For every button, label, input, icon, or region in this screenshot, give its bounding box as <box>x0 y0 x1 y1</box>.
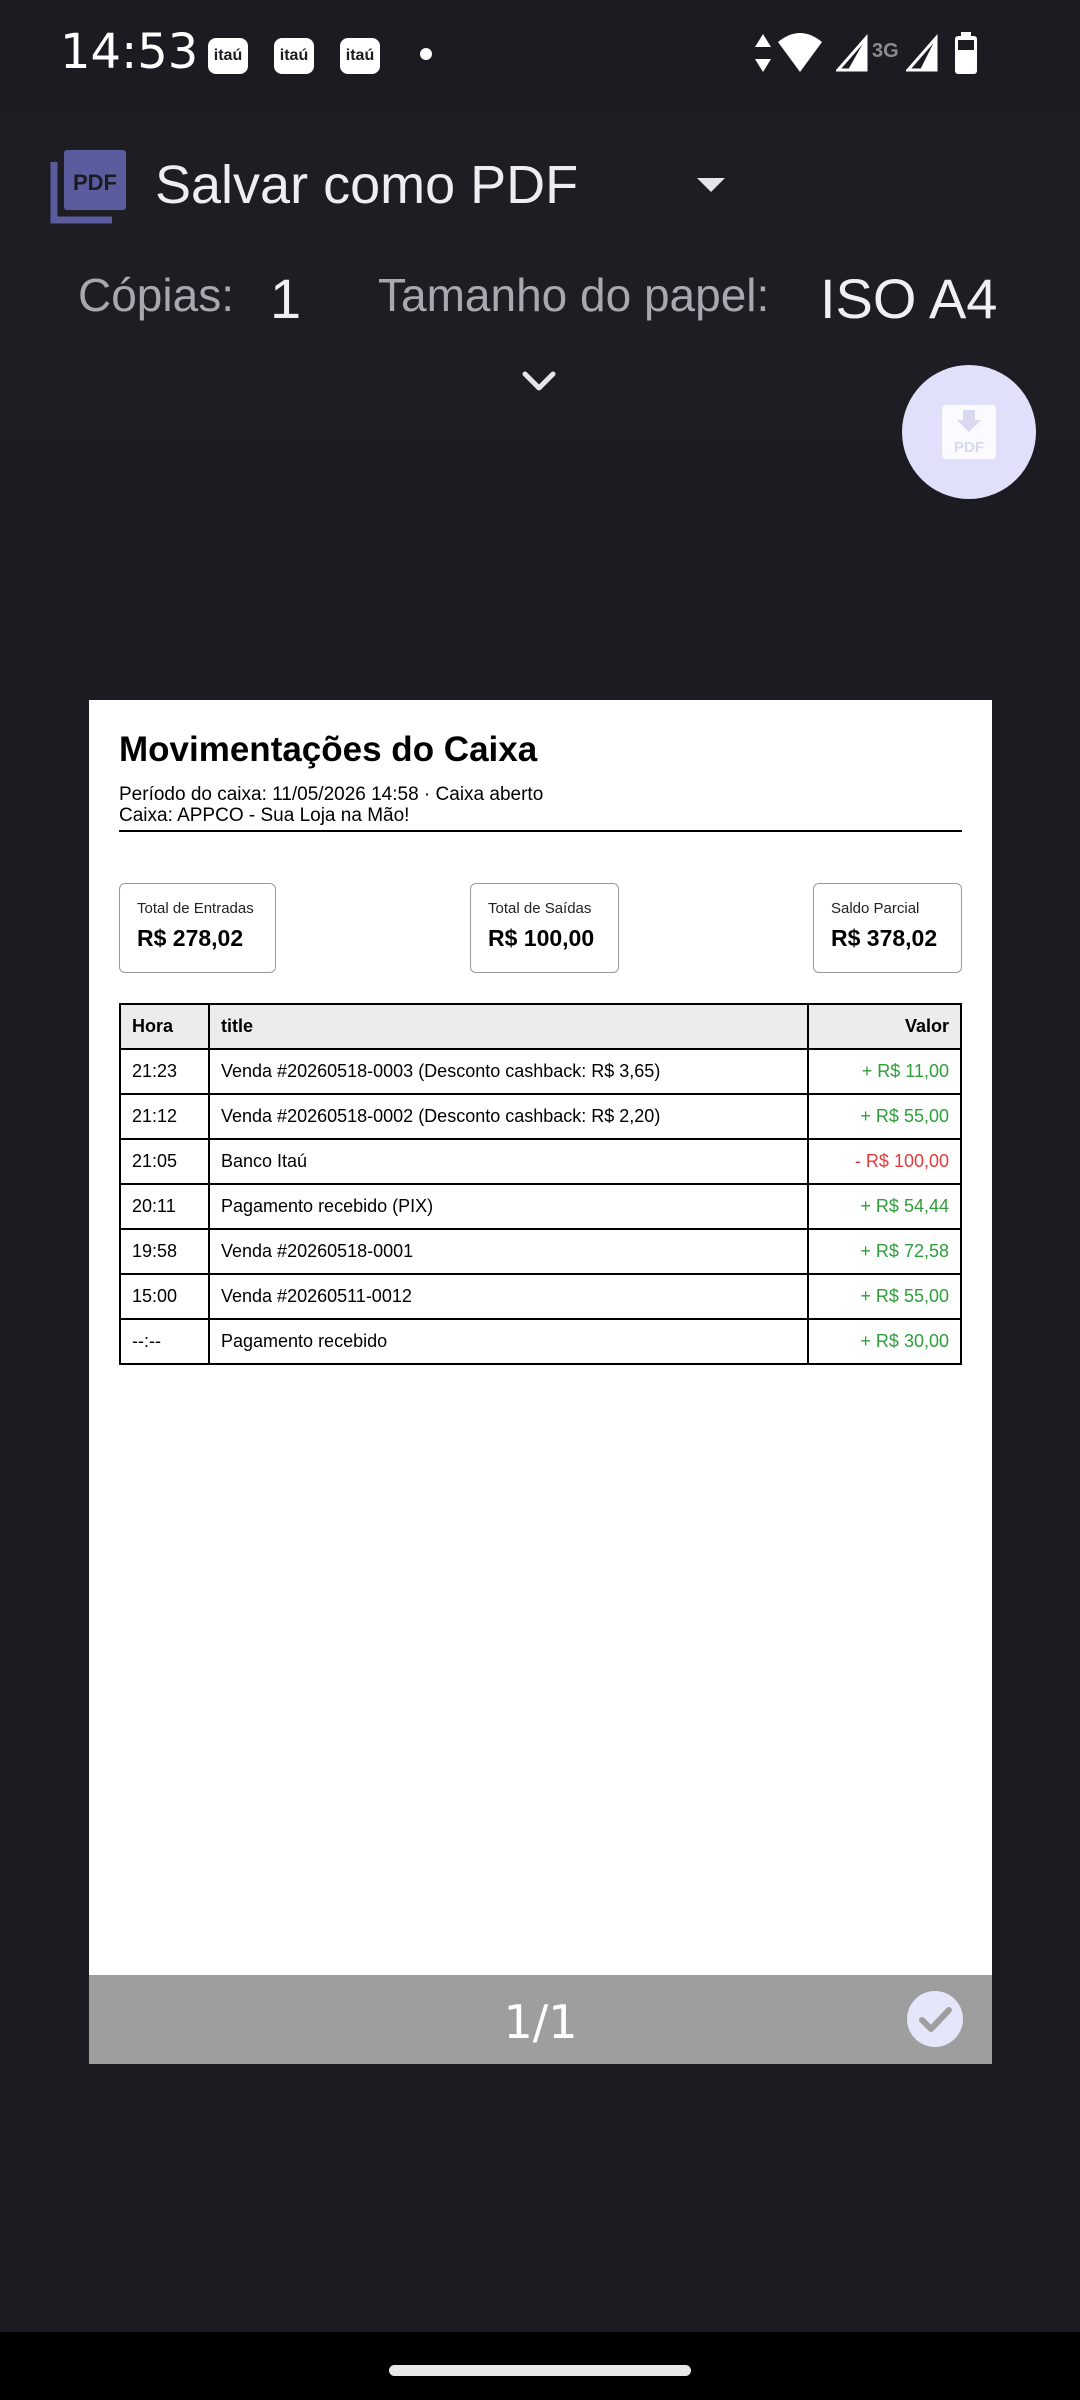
column-header-title: title <box>209 1004 808 1049</box>
home-gesture-handle[interactable] <box>389 2365 691 2376</box>
row-hora: --:-- <box>120 1319 209 1364</box>
table-row <box>120 1139 961 1184</box>
caixa-line: Caixa: APPCO - Sua Loja na Mão! <box>119 805 410 826</box>
paper-size-label: Tamanho do papel: <box>378 269 770 321</box>
itau-notification-icon: itaú <box>274 38 314 74</box>
wifi-icon <box>776 30 824 76</box>
row-hora: 20:11 <box>120 1184 209 1229</box>
copies-label: Cópias: <box>78 269 234 321</box>
row-title: Venda #20260518-0003 (Desconto cashback: R$ 3,65) <box>209 1049 808 1094</box>
table-row <box>120 1319 961 1364</box>
row-title: Pagamento recebido (PIX) <box>209 1184 808 1229</box>
row-valor: + R$ 54,44 <box>808 1184 961 1229</box>
table-row <box>120 1229 961 1274</box>
clock: 14:53 <box>60 24 199 80</box>
signal-icon <box>836 30 868 76</box>
title-divider <box>119 830 962 832</box>
pdf-file-icon <box>50 148 128 224</box>
more-notifications-dot <box>420 48 432 60</box>
copies-value[interactable]: 1 <box>270 267 302 330</box>
row-hora: 15:00 <box>120 1274 209 1319</box>
row-hora: 21:05 <box>120 1139 209 1184</box>
pdf-download-icon <box>939 402 999 462</box>
save-pdf-button[interactable] <box>902 365 1036 499</box>
row-title: Venda #20260518-0002 (Desconto cashback: R$ 2,20) <box>209 1094 808 1139</box>
page-counter: 1/1 <box>503 1995 578 2049</box>
table-row <box>120 1049 961 1094</box>
pdf-logo-label: PDF <box>73 170 117 195</box>
navigation-bar <box>0 2332 1080 2400</box>
summary-value: R$ 378,02 <box>831 925 938 951</box>
column-header-valor: Valor <box>808 1004 961 1049</box>
row-hora: 19:58 <box>120 1229 209 1274</box>
row-hora: 21:23 <box>120 1049 209 1094</box>
itau-notification-icon: itaú <box>340 38 380 74</box>
page-selected-checkbox[interactable] <box>907 1991 963 2047</box>
summary-label: Total de Saídas <box>488 900 592 917</box>
row-title: Venda #20260518-0001 <box>209 1229 808 1274</box>
row-valor: - R$ 100,00 <box>808 1139 961 1184</box>
battery-icon <box>952 30 980 76</box>
row-title: Banco Itaú <box>209 1139 808 1184</box>
page-footer-bar <box>89 1975 992 2064</box>
expand-options-chevron-icon[interactable] <box>519 362 559 402</box>
table-row <box>120 1094 961 1139</box>
period-line: Período do caixa: 11/05/2026 14:58 · Caixa aberto <box>119 784 544 805</box>
summary-value: R$ 278,02 <box>137 925 244 951</box>
row-valor: + R$ 55,00 <box>808 1274 961 1319</box>
summary-card-saldo <box>813 883 962 973</box>
movements-table <box>119 1003 962 1365</box>
network-type-label: 3G <box>872 40 899 62</box>
column-header-hora: Hora <box>120 1004 209 1049</box>
row-hora: 21:12 <box>120 1094 209 1139</box>
fab-icon-label: PDF <box>954 439 984 456</box>
paper-size-value[interactable]: ISO A4 <box>820 267 998 330</box>
summary-card-saidas <box>470 883 619 973</box>
dropdown-arrow-icon[interactable] <box>697 178 725 192</box>
row-valor: + R$ 30,00 <box>808 1319 961 1364</box>
row-valor: + R$ 11,00 <box>808 1049 961 1094</box>
table-row <box>120 1274 961 1319</box>
row-title: Pagamento recebido <box>209 1319 808 1364</box>
printer-select[interactable]: Salvar como PDF <box>155 155 579 215</box>
check-icon <box>907 1991 963 2047</box>
summary-label: Saldo Parcial <box>831 900 920 917</box>
itau-notification-icon: itaú <box>208 38 248 74</box>
table-row <box>120 1184 961 1229</box>
row-title: Venda #20260511-0012 <box>209 1274 808 1319</box>
status-bar <box>0 0 1080 110</box>
summary-value: R$ 100,00 <box>488 925 595 951</box>
table-header-row <box>120 1004 961 1049</box>
row-valor: + R$ 72,58 <box>808 1229 961 1274</box>
document-title: Movimentações do Caixa <box>119 730 538 769</box>
summary-card-entradas <box>119 883 276 973</box>
signal-icon <box>906 30 938 76</box>
page-preview[interactable] <box>89 700 992 2064</box>
row-valor: + R$ 55,00 <box>808 1094 961 1139</box>
data-arrows-icon <box>752 30 774 76</box>
summary-label: Total de Entradas <box>137 900 254 917</box>
